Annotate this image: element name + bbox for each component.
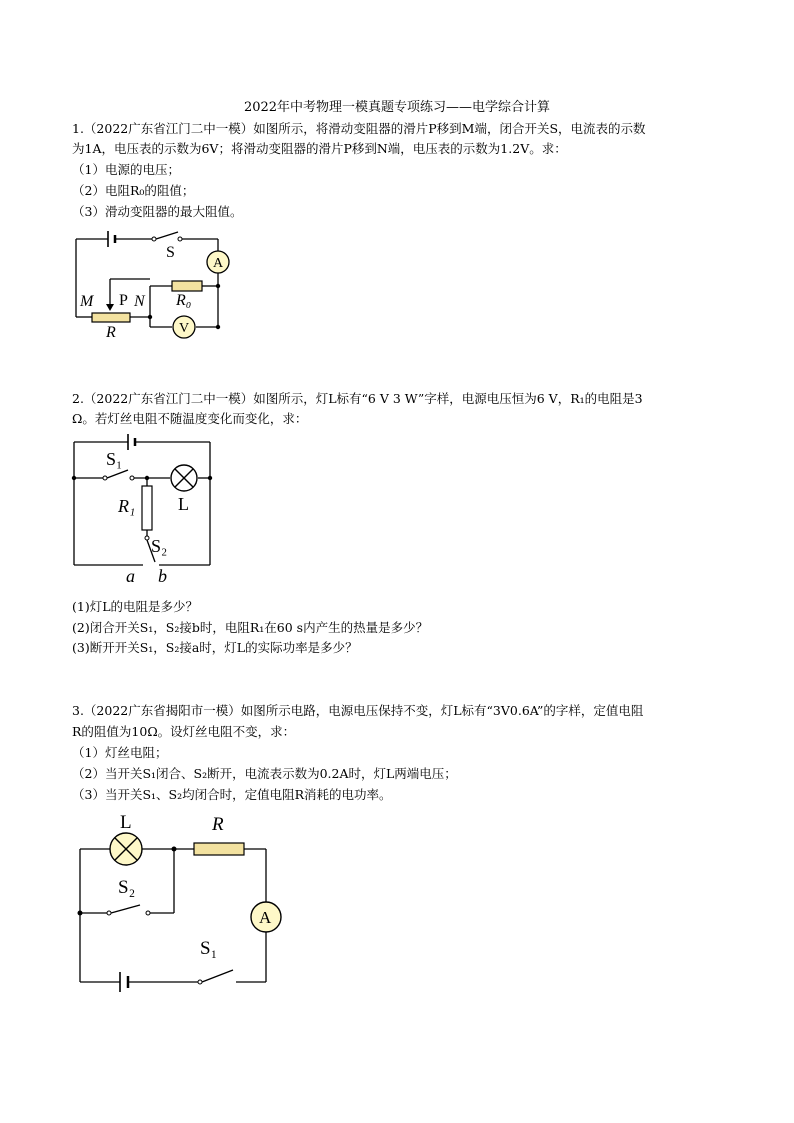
q2-text-line2: Ω。若灯丝电阻不随温度变化而变化，求： (72, 411, 308, 426)
switch-s2-blade (111, 905, 140, 913)
label-s1: S₁ (200, 938, 218, 959)
q1-text-line1: 1.（2022广东省江门二中一模）如图所示，将滑动变阻器的滑片P移到M端，闭合开关S，电流表的示数 (72, 121, 646, 136)
switch-s1-blade (202, 970, 233, 982)
q2-sub-question-3: (3)断开开关S₁，S₂接a时，灯L的实际功率是多少？ (72, 640, 358, 655)
q2-text-line1: 2.（2022广东省江门二中一模）如图所示，灯L标有“6 V 3 W”字样，电源电压恒为6 V，R₁的电阻是3 (72, 391, 643, 406)
label-b: b (158, 566, 167, 586)
q2-sub-question-2: (2)闭合开关S₁，S₂接b时，电阻R₁在60 s内产生的热量是多少？ (72, 620, 429, 635)
label-r0: R₀ (176, 292, 192, 309)
q3-sub-question-3: （3）当开关S₁、S₂均闭合时，定值电阻R消耗的电功率。 (72, 787, 392, 802)
label-l: L (120, 812, 132, 833)
q1-sub-question-1: （1）电源的电压； (72, 162, 180, 177)
resistor-r (194, 843, 244, 855)
label-r: R (212, 814, 224, 835)
label-s2: S₂ (151, 536, 168, 556)
label-r1: R₁ (118, 496, 136, 516)
label-a: a (126, 566, 135, 586)
label-s2: S₂ (118, 877, 136, 898)
label-ammeter-a: A (213, 256, 224, 271)
label-ammeter-a: A (259, 908, 272, 927)
page-title: 2022年中考物理一模真题专项练习——电学综合计算 (243, 100, 551, 115)
q2-sub-question-1: (1)灯L的电阻是多少？ (72, 599, 199, 614)
q3-text-line2: R的阻值为10Ω。设灯丝电阻不变，求： (72, 724, 296, 739)
q3-sub-question-2: （2）当开关S₁闭合、S₂断开，电流表示数为0.2A时，灯L两端电压； (72, 766, 457, 781)
label-p: P (119, 292, 128, 309)
label-m: M (80, 293, 94, 310)
label-n: N (134, 293, 145, 310)
q1-sub-question-3: （3）滑动变阻器的最大阻值。 (72, 204, 243, 219)
q3-sub-question-1: （1）灯丝电阻； (72, 745, 168, 760)
label-l: L (178, 494, 189, 514)
label-r: R (106, 324, 116, 341)
label-s1: S₁ (106, 449, 123, 469)
q1-text-line2: 为1A，电压表的示数为6V；将滑动变阻器的滑片P移到N端，电压表的示数为1.2V。求： (72, 141, 567, 156)
q1-sub-question-2: （2）电阻R₀的阻值； (72, 183, 195, 198)
label-s: S (166, 244, 175, 261)
label-voltmeter-v: V (179, 321, 190, 336)
q3-text-line1: 3.（2022广东省揭阳市一模）如图所示电路，电源电压保持不变，灯L标有“3V0.6A”的字样，定值电阻 (72, 703, 644, 718)
